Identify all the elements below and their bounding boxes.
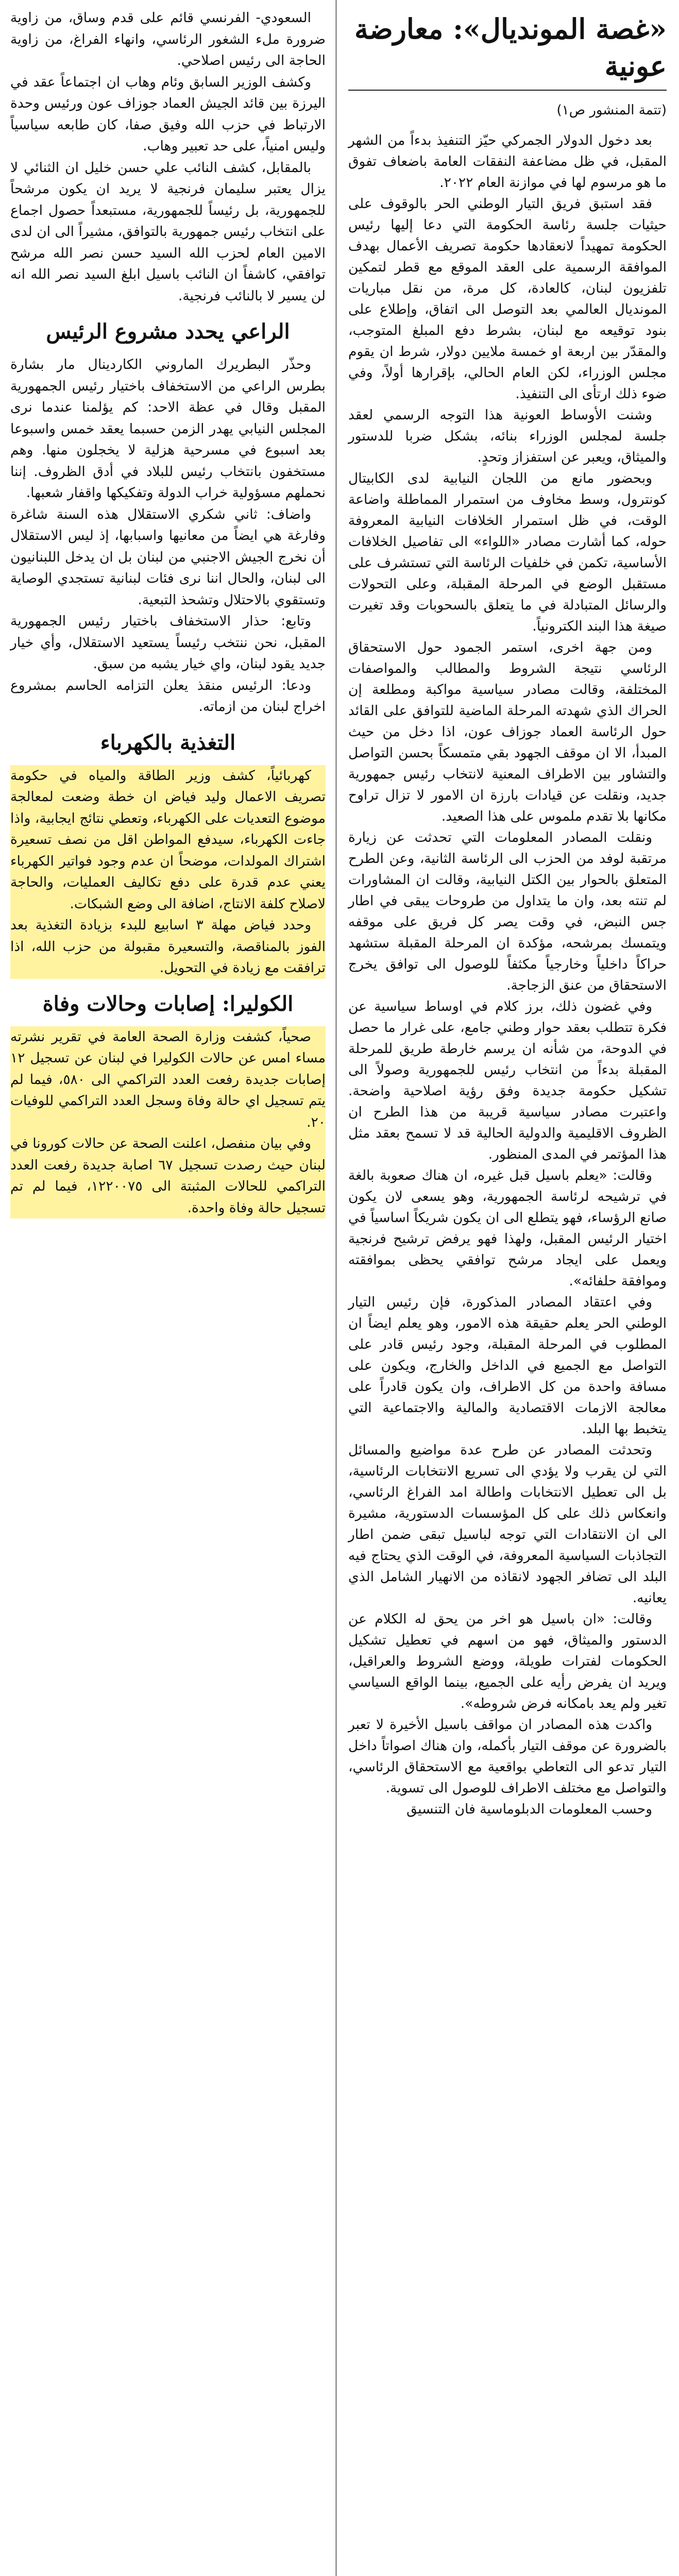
side-paragraph: وحدد فياض مهلة ٣ اسابيع للبدء بزيادة التغذية بعد الفوز بالمناقصة، والتسعيرة مقبولة من حزب الله، اذا ترافقت مع زيادة في التحويل. — [10, 914, 326, 979]
subhead-rai: الراعي يحدد مشروع الرئيس — [46, 319, 290, 344]
article-paragraph: وقالت: «يعلم باسيل قبل غيره، ان هناك صعوبة بالغة في ترشيحه لرئاسة الجمهورية، وهو يسعى لان يكون صانع الرؤساء، فهو يتطلع الى ان يكون شريكاً اساسياً في اختيار الرئيس المقبل، ولهذا فهو يرفض ترشيح فرنجية ويعمل على ايجاد مرشح توافقي يحظى بموافقته وموافقة حلفائه». — [348, 1167, 667, 1289]
article-paragraph: وشنت الأوساط العونية هذا التوجه الرسمي لعقد جلسة لمجلس الوزراء بنائه، بشكل ضربا للدستور والميثاق، ويعبر عن استفزاز وتحدٍ. — [348, 407, 667, 465]
article-paragraph: واكدت هذه المصادر ان مواقف باسيل الأخيرة لا تعبر بالضرورة عن موقف التيار بأكمله، وان هناك اصواتاً داخل التيار تدعو الى التعاطي بواقعية مع الاستحقاق الرئاسي، والتواصل مع مختلف الاطراف للوصول الى تسوية. — [348, 1717, 667, 1796]
side-paragraph: وفي بيان منفصل، اعلنت الصحة عن حالات كورونا في لبنان حيث رصدت تسجيل ٦٧ اصابة جديدة رفعت العدد التراكمي للحالات المثبتة الى ١٢٢٠٠٧٥، فيما لم تم تسجيل حالة وفاة واحدة. — [10, 1133, 326, 1218]
article-paragraph: وقالت: «ان باسيل هو اخر من يحق له الكلام عن الدستور والميثاق، فهو من اسهم في تعطيل تشكيل الحكومات لفترات طويلة، ووضع الشروط والعراقيل، ويريد ان يفرض رأيه على الجميع، بينما الواقع السياسي تغير ولم يعد بامكانه فرض شروطه». — [348, 1611, 667, 1711]
subhead-cholera: الكوليرا: إصابات وحالات وفاة — [42, 991, 294, 1016]
continued-note: (تتمة المنشور ص١) — [556, 103, 667, 118]
article-paragraph: بعد دخول الدولار الجمركي حيّز التنفيذ بدءاً من الشهر المقبل، في ظل مضاعفة النفقات العامة باضعاف تفوق ما هو مرسوم لها في موازنة العام ٢٠٢٢. — [348, 132, 667, 191]
article-paragraph: وفي اعتقاد المصادر المذكورة، فإن رئيس التيار الوطني الحر يعلم حقيقة هذه الامور، وهو يعلم ايضاً ان المطلوب في المرحلة المقبلة، وجود رئيس قادر على التواصل مع الجميع في الداخل والخارج، ويكون على مسافة واحدة من كل الاطراف، وان يكون قادراً على معالجة الازمات الاقتصادية والمالية والاجتماعية التي يتخبط بها البلد. — [348, 1294, 667, 1437]
side-paragraph: وكشف الوزير السابق وئام وهاب ان اجتماعاً عقد في اليرزة بين قائد الجيش العماد جوزاف عون ورئيس وحدة الارتباط في حزب الله وفيق صفا، كان طابعه سياسياً وليس امنياً، على حد تعبير وهاب. — [10, 74, 326, 154]
article-body — [348, 130, 667, 1820]
article-paragraph: وتحدثت المصادر عن طرح عدة مواضيع والمسائل التي لن يقرب ولا يؤدي الى تسريع الانتخابات الرئاسية، بل الى تعطيل الانتخابات واطالة امد الفراغ الرئاسي، وانعكاس ذلك على كل المؤسسات الدستورية، مشيرة الى ان الانتقادات التي توجه لباسيل تبقى ضمن اطار التجاذبات السياسية المعروفة، في الوقت الذي يحتاج فيه البلد الى تضافر الجهود لانقاذه من الانهيار الشامل الذي يعانيه. — [348, 1442, 667, 1606]
side-paragraph: كهربائياً، كشف وزير الطاقة والمياه في حكومة تصريف الاعمال وليد فياض ان خطة وضعت لمعالجة موضوع التعديات على الكهرباء، وتعطي نتائج ايجابية، واذا جاءت الكهرباء، سيدفع المواطن اقل من نصف تسعيرة اشتراك المولدات، موضحاً ان عدم وجود فواتير الكهرباء يعني عدم قدرة على دفع تكاليف العمليات، والحاجة لاصلاح كلفة الانتاج، اضافة الى وضع الشبكات. — [10, 765, 326, 915]
side-cholera-body — [10, 1026, 326, 1219]
side-paragraph: بالمقابل، كشف النائب علي حسن خليل ان الثنائي لا يزال يعتبر سليمان فرنجية لا يريد ان يكون مرشحاً للجمهورية، بل رئيساً للجمهورية، مستبعداً حصول اجماع على انتخاب رئيس جمهورية بالتوافق، مشيراً الى ان لدى الامين العام لحزب الله السيد حسن نصر الله مرشح توافقي، كاشفاً ان النائب باسيل ابلغ السيد نصر الله انه لن يسير لا بالنائب فرنجية. — [10, 159, 326, 304]
article-paragraph: ونقلت المصادر المعلومات التي تحدثت عن زيارة مرتقبة لوفد من الحزب الى الرئاسة الثانية، وعن الطرح المتعلق بالحوار بين الكتل النيابية، وقالت ان المشاورات لم تنته بعد، وان ما يتداول من طروحات يبقى في اطار جس النبض، في وقت يصر كل فريق على موقفه ويتمسك بمرشحه، مؤكدة ان المرحلة المقبلة ستشهد حراكاً داخلياً وخارجياً مكثفاً للوصول الى توافق يخرج الاستحقاق من عنق الزجاجة. — [348, 829, 667, 993]
side-rai-body — [10, 354, 326, 718]
side-electricity-body — [10, 765, 326, 979]
side-paragraph: السعودي- الفرنسي قائم على قدم وساق، من زاوية ضرورة ملء الشغور الرئاسي، وانهاء الفراغ، من زاوية الحاجة الى رئيس اصلاحي. — [10, 10, 326, 69]
article-paragraph: وبحضور مانع من اللجان النيابية لدى الكابيتال كونترول، وسط مخاوف من استمرار المماطلة واضاعة الوقت، في ظل استمرار الخلافات النيابية المعروفة حوله، كما أشارت مصادر «اللواء» الى تفاصيل الخلافات الأساسية، تكمن في خلفيات الرئاسة التي تستشرف على مستقبل الوضع في المرحلة المقبلة، وعلى التحولات والرسائل المتبادلة في ما يتعلق بالسحوبات وقد تغيرت صيغة هذا البند الكترونياً. — [348, 470, 667, 634]
article-paragraph: ومن جهة اخرى، استمر الجمود حول الاستحقاق الرئاسي نتيجة الشروط والمطالب والمواصفات المختلفة، وقالت مصادر سياسية مواكبة ومطلعة إن الحراك الذي شهدته المرحلة الماضية للتوافق على القائد حول الرئاسة العماد جوزاف عون، اذا دخل من حيث المبدأ، الا ان موقف الجهود بقي متمسكاً بحسن التواصل والتشاور بين الاطراف المعنية لانتخاب رئيس جمهورية جديد، ونقلت عن قيادات بارزة ان الامور لا تزال تراوح مكانها بلا تقدم ملموس على هذا الصعيد. — [348, 639, 667, 824]
side-paragraph: واضاف: ثاني شكري الاستقلال هذه السنة شاغرة وفارغة هي ايضاً من معانيها واسبابها، إذ ليس الاستقلال أن نخرج الجيش الاجنبي من لبنان بل ان يدخل اللبنانيون الى لبنان، والحال اننا نرى فئات لبنانية تستجدي الوصاية وتستقوي بالاحتلال وتشحذ التبعية. — [10, 506, 326, 608]
headline-rule — [348, 90, 667, 91]
article-headline: «غصة المونديال»: معارضة عونية — [354, 12, 667, 82]
side-paragraph: ودعا: الرئيس منقذ يعلن التزامه الحاسم بمشروع اخراج لبنان من ازماته. — [10, 677, 326, 715]
column-divider — [335, 0, 337, 2576]
side-paragraph: وحذّر البطريرك الماروني الكاردينال مار بشارة بطرس الراعي من الاستخفاف باختيار رئيس الجمهورية المقبل وقال في عظة الاحد: كم يؤلمنا عندما نرى المجلس النيابي يهدر الزمن حسبما يعقد خمس واسبوعا بعد اسبوع في مسرحية هزلية لا يخجلون منها. وهم مستخفون بانتخاب رئيس للبلاد في أدق الظروف. إننا نحملهم مسؤولية خراب الدولة وتفكيكها واقفار شعبها. — [10, 357, 326, 501]
subhead-electricity: التغذية بالكهرباء — [100, 730, 236, 755]
side-column — [0, 0, 334, 2576]
side-paragraph: وتابع: حذار الاستخفاف باختيار رئيس الجمهورية المقبل، نحن ننتخب رئيساً يستعيد الاستقلال، وأي خيار جديد يقود لبنان، واي خيار يشبه من سبق. — [10, 613, 326, 672]
article-paragraph: وحسب المعلومات الدبلوماسية فان التنسيق — [406, 1801, 652, 1817]
article-paragraph: وفي غضون ذلك، برز كلام في اوساط سياسية عن فكرة تتطلب بعقد حوار وطني جامع، على غرار ما حصل في الدوحة، من شأنه ان يرسم خارطة طريق للمرحلة المقبلة بدءاً من انتخاب رئيس للجمهورية وصولاً الى تشكيل حكومة جديدة وفق رؤية اصلاحية واضحة. واعتبرت مصادر سياسية قريبة من هذا الطرح ان الظروف الاقليمية والدولية الحالية قد لا تسمح بعقد مثل هذا المؤتمر في المدى المنظور. — [348, 998, 667, 1162]
main-article-column — [340, 0, 679, 2576]
side-paragraph: صحياً، كشفت وزارة الصحة العامة في تقرير نشرته مساء امس عن حالات الكوليرا في لبنان عن تسجيل ١٢ إصابات جديدة رفعت العدد التراكمي الى ٥٨٠، فيما لم يتم تسجيل اي حالة وفاة وسجل العدد التراكمي للوفيات ٢٠. — [10, 1026, 326, 1133]
side-top-body — [10, 7, 326, 307]
article-paragraph: فقد استبق فريق التيار الوطني الحر بالوقوف على حيثيات جلسة رئاسة الحكومة التي دعا إليها رئيس الحكومة تمهيداً لانعقادها حكومة تصريف الأعمال بهدف الموافقة الرسمية على العقد الموقع مع قطر لتمكين تلفزيون لبنان، كالعادة، كل مرة، من نقل مباريات المونديال العالمي بعد التوصل الى اتفاق، وإطلاع على بنود توقيعه مع لبنان، بشرط دفع المبلغ المتوجب، والمقدّر بين اربعة او خمسة ملايين دولار، شرط ان يقوم مجلس الوزراء، لكن العام الحالي، بإقرارها أولاً، وفي ضوء ذلك ارتأى الى التنفيذ. — [348, 196, 667, 402]
